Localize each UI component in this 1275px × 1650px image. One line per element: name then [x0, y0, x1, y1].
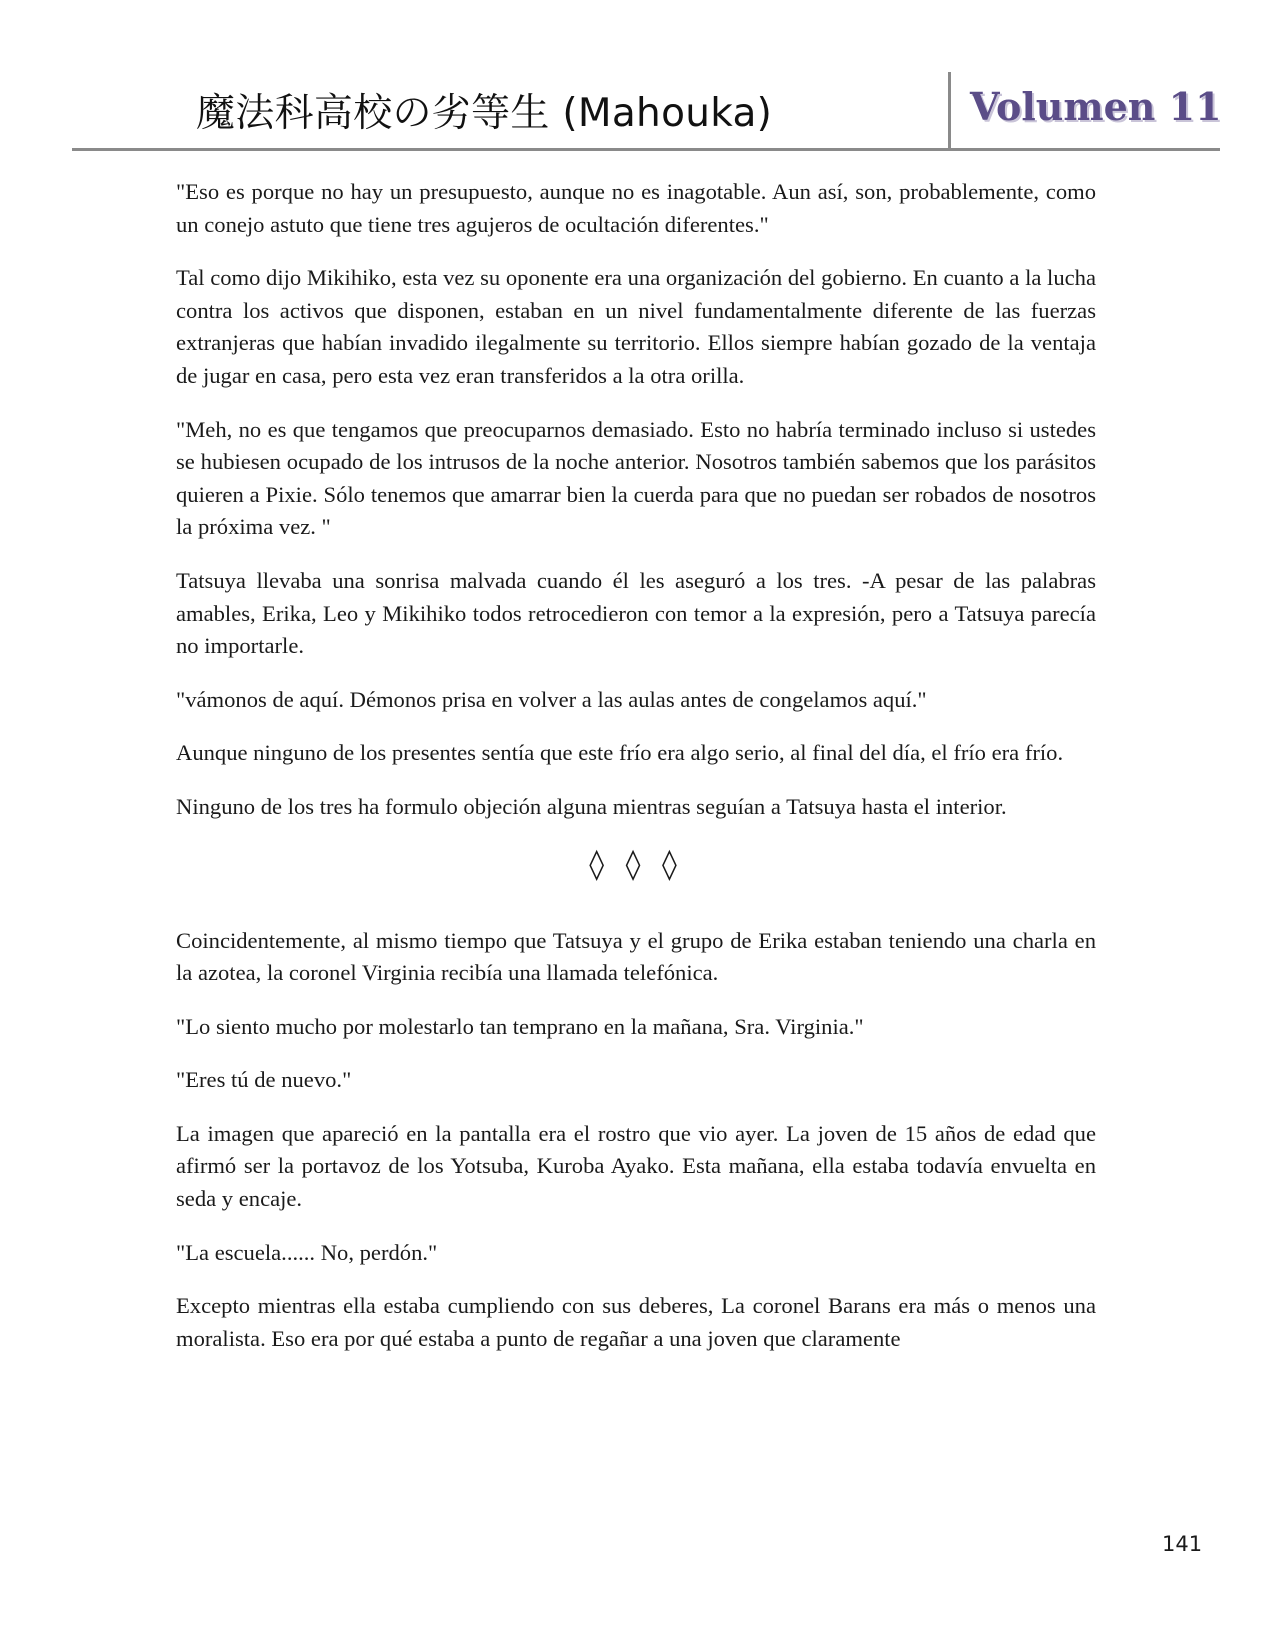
paragraph: "Eso es porque no hay un presupuesto, aunque no es inagotable. Aun así, son, probablemente, como un conejo astuto que tiene tres agujeros de ocultación diferentes.": [176, 179, 1096, 237]
page-body: [176, 176, 1096, 1376]
paragraph: Ninguno de los tres ha formulo objeción alguna mientras seguían a Tatsuya hasta el interior.: [176, 793, 1007, 819]
paragraph: Aunque ninguno de los presentes sentía que este frío era algo serio, al final del día, el frío era frío.: [176, 740, 1064, 766]
paragraph: "Meh, no es que tengamos que preocuparnos demasiado. Esto no habría terminado incluso si ustedes se hubiesen ocupado de los intrusos de la noche anterior. Nosotros también sabemos que los parásitos quieren a Pixie. Sólo tenemos que amarrar bien la cuerda para que no puedan ser robados de nosotros la próxima vez. ": [176, 416, 1096, 540]
paragraph: La imagen que apareció en la pantalla era el rostro que vio ayer. La joven de 15 años de edad que afirmó ser la portavoz de los Yotsuba, Kuroba Ayako. Esta mañana, ella estaba todavía envuelta en seda y encaje.: [176, 1120, 1096, 1212]
paragraph: "vámonos de aquí. Démonos prisa en volver a las aulas antes de congelamos aquí.": [176, 686, 927, 712]
book-title: 魔法科高校の劣等生 (Mahouka): [196, 91, 773, 136]
paragraph: Tatsuya llevaba una sonrisa malvada cuando él les aseguró a los tres. -A pesar de las palabras amables, Erika, Leo y Mikihiko todos retrocedieron con temor a la expresión, pero a Tatsuya parecía no importarle.: [176, 567, 1096, 659]
paragraph: Excepto mientras ella estaba cumpliendo con sus deberes, La coronel Barans era más o menos una moralista. Eso era por qué estaba a punto de regañar a una joven que claramente: [176, 1293, 1096, 1351]
page-number: 141: [1162, 1532, 1203, 1556]
volume-label: Volumen 11: [970, 84, 1222, 129]
paragraph: "Eres tú de nuevo.": [176, 1067, 352, 1093]
header-divider: [948, 72, 951, 150]
header-rule: [72, 148, 1220, 151]
paragraph: Coincidentemente, al mismo tiempo que Tatsuya y el grupo de Erika estaban teniendo una charla en la azotea, la coronel Virginia recibía una llamada telefónica.: [176, 927, 1096, 986]
paragraph: "Lo siento mucho por molestarlo tan temprano en la mañana, Sra. Virginia.": [176, 1013, 864, 1039]
paragraph: Tal como dijo Mikihiko, esta vez su oponente era una organización del gobierno. En cuanto a la lucha contra los activos que disponen, estaban en un nivel fundamentalmente diferente de las fuerzas extranjeras que habían invadido ilegalmente su territorio. Ellos siempre habían gozado de la ventaja de jugar en casa, pero esta vez eran transferidos a la otra orilla.: [176, 265, 1096, 388]
paragraph: "La escuela...... No, perdón.": [176, 1239, 438, 1265]
page-header: [72, 72, 1220, 150]
scene-break: ◊ ◊ ◊: [589, 846, 683, 882]
